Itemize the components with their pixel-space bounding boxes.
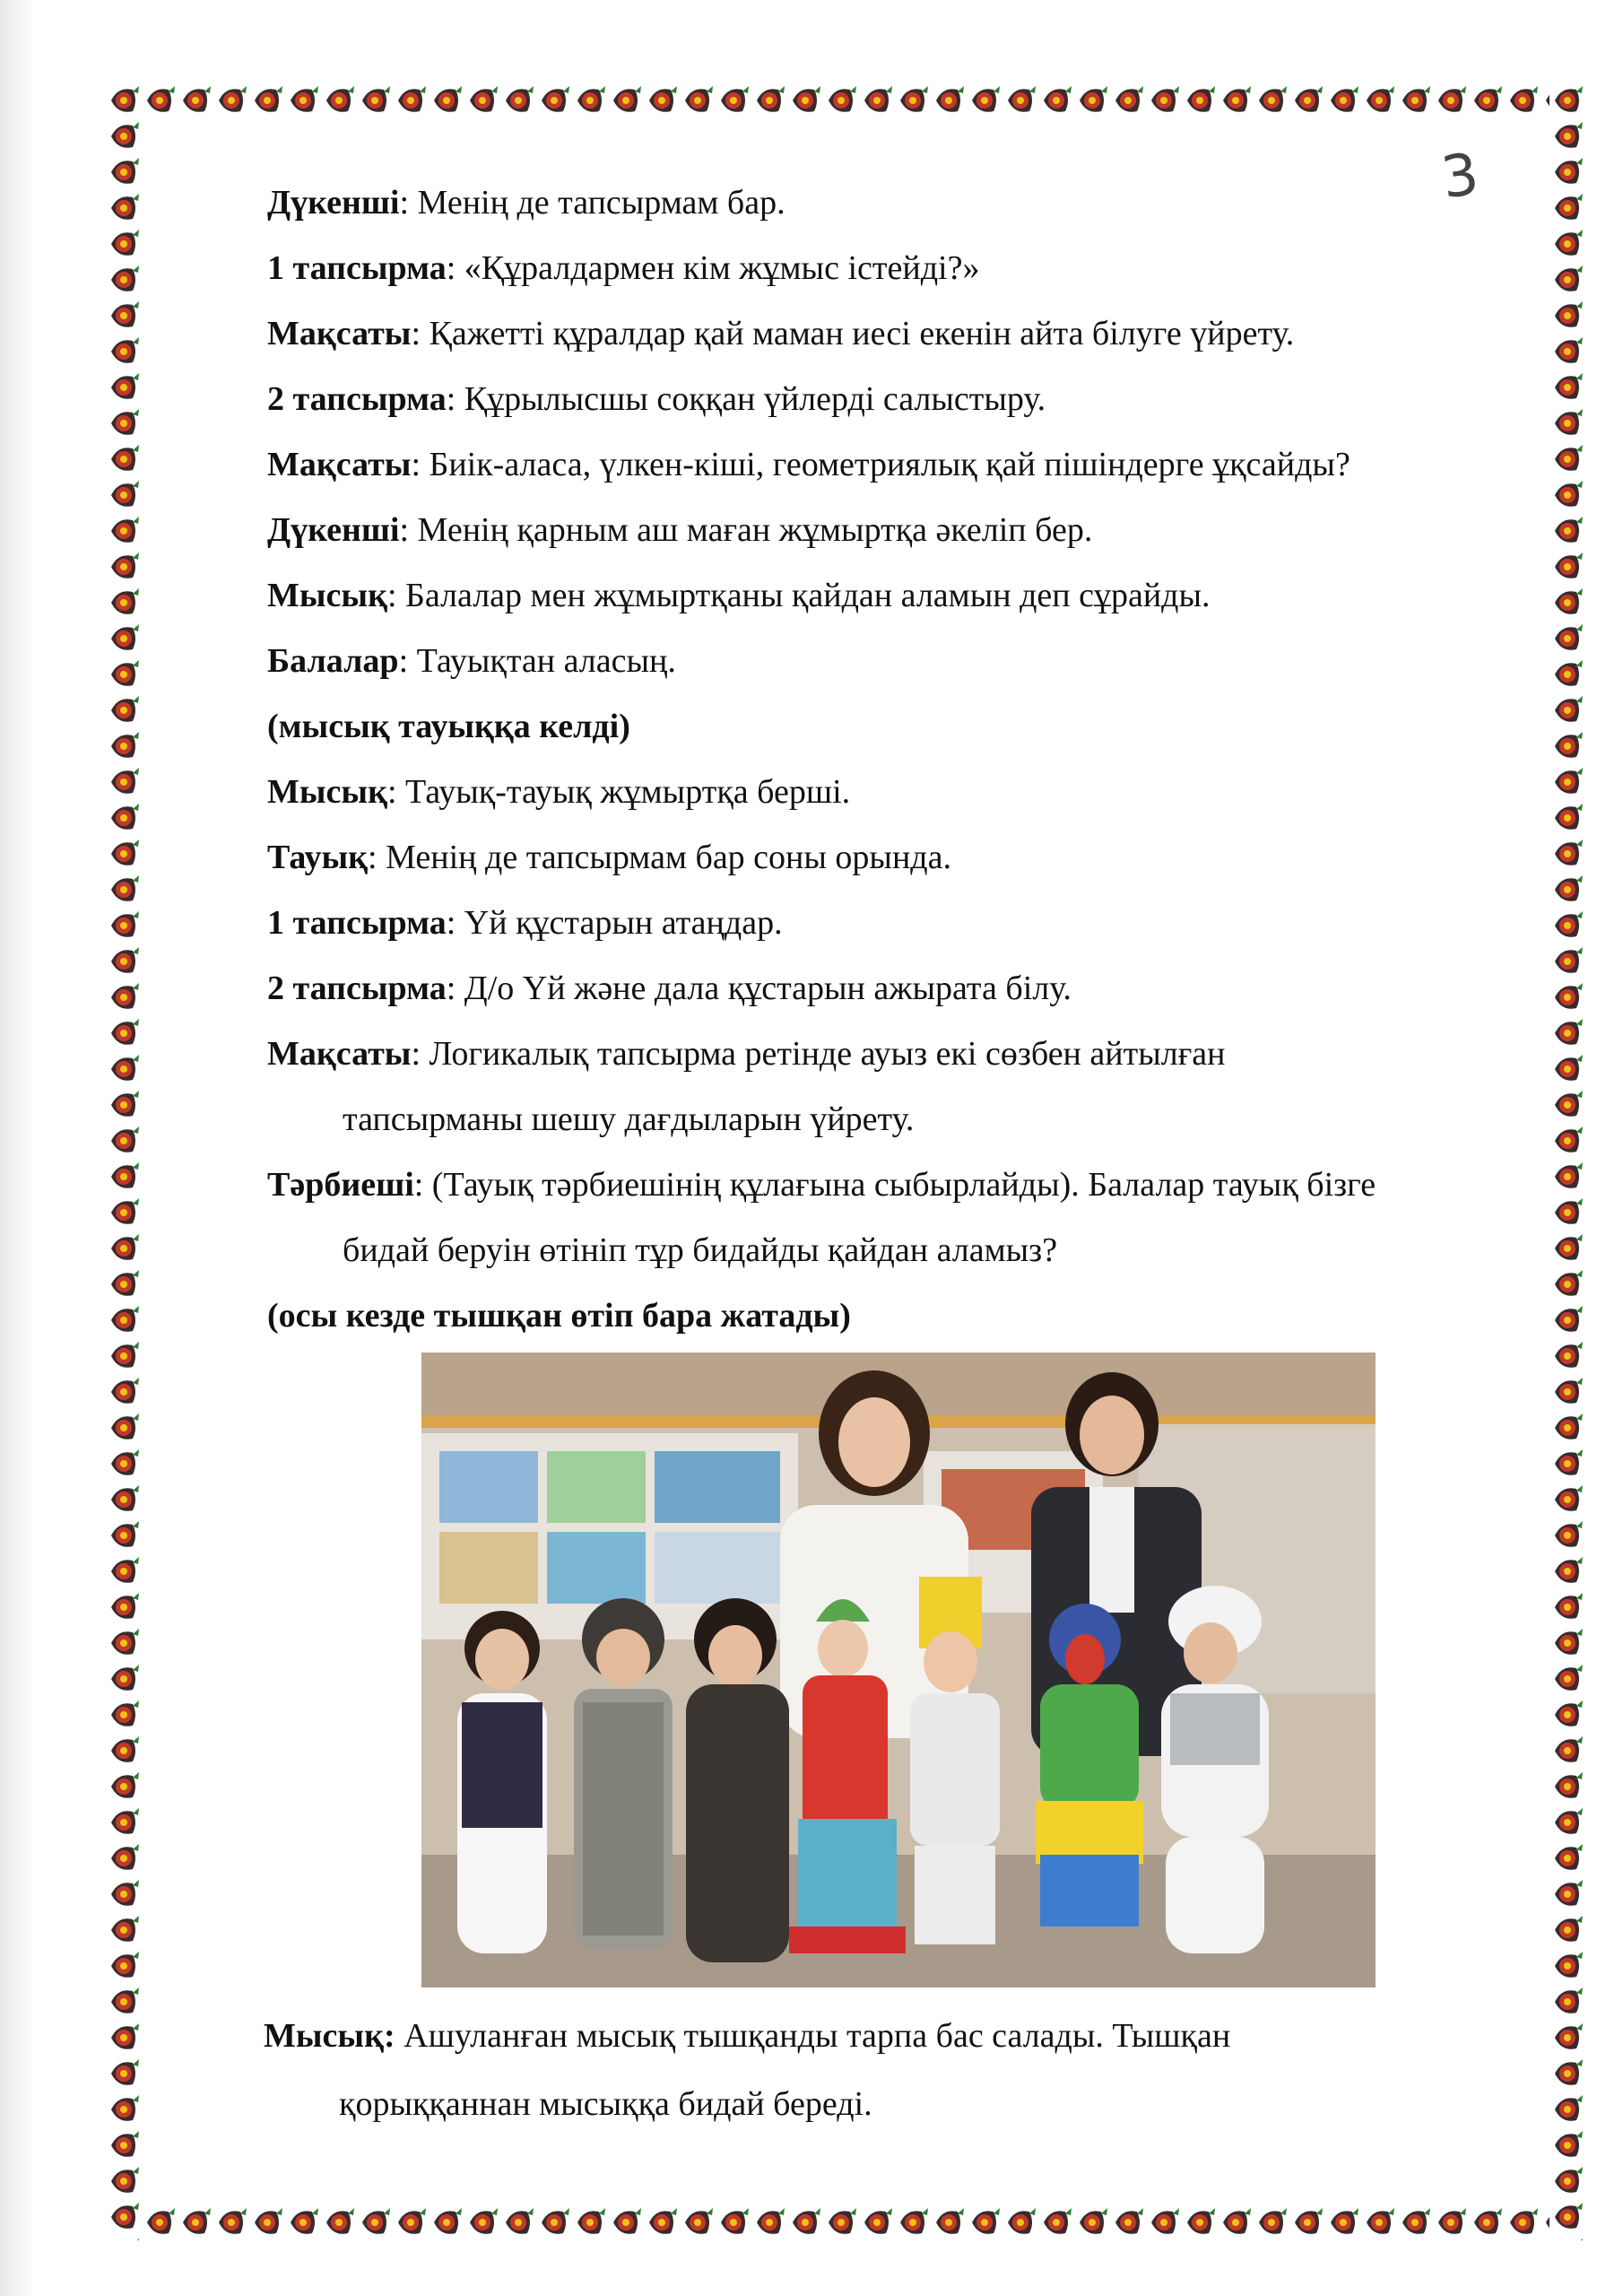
line-text: : Тауық-тауық жұмыртқа берші. [386,773,851,811]
dialogue-line [267,236,1523,301]
line-text: : Үй құстарын атаңдар. [446,904,783,942]
stage-direction-text: (мысық тауыққа келді) [267,708,630,745]
dialogue-line [264,2002,1519,2070]
dialogue-line [267,367,1523,432]
line-text: : Д/о Үй және дала құстарын ажырата білу. [446,970,1072,1007]
speaker-label: Мысық: [264,2017,395,2055]
line-text: : Балалар мен жұмыртқаны қайдан аламын деп сұрайды. [386,577,1211,614]
speaker-label: Дүкенші [267,184,400,222]
line-text: : Менің де тапсырмам бар соны орында. [368,839,951,876]
dialogue-continuation: тапсырманы шешу дағдыларын үйрету. [343,1100,915,1138]
dialogue-line [267,629,1523,694]
group-photo [421,1352,1376,1987]
line-text: : Тауықтан аласың. [398,642,676,680]
dialogue-continuation: қорыққаннан мысыққа бидай береді. [339,2085,872,2123]
line-text: : Қажетті құралдар қай маман иесі екенін айта білуге үйрету. [411,315,1295,352]
stage-direction [267,1283,1523,1349]
line-text: : (Тауық тәрбиешінің құлағына сыбырлайды). Балалар тауық бізге [413,1166,1376,1204]
speaker-label: 1 тапсырма [267,249,447,287]
page-number: 3 [1437,141,1483,213]
ornament-border-left [106,83,142,2240]
speaker-label: Мысық [267,577,387,614]
stage-direction-text: (осы кезде тышқан өтіп бара жатады) [267,1297,851,1335]
speaker-label: 2 тапсырма [267,380,447,418]
dialogue-line [267,563,1523,629]
line-text: : Биік-аласа, үлкен-кіші, геометриялық қай пішіндерге ұқсайды? [411,446,1350,483]
ornament-border-bottom [106,2205,1585,2240]
line-text: : Логикалық тапсырма ретінде ауыз екі сөзбен айтылған [411,1035,1226,1073]
dialogue-line [267,1152,1523,1218]
dialogue-line [267,760,1523,825]
ornament-border-top [106,83,1585,118]
speaker-label: Тәрбиеші [267,1166,414,1204]
speaker-label: Мақсаты [267,446,412,483]
ornament-border-right [1549,83,1585,2240]
speaker-label: Дүкенші [267,511,400,549]
dialogue-line [267,432,1523,498]
dialogue-line [267,301,1523,367]
dialogue-line [267,170,1523,236]
dialogue-line [267,498,1523,563]
dialogue-continuation: бидай беруін өтініп тұр бидайды қайдан аламыз? [343,1231,1058,1269]
line-text: : «Құралдармен кім жұмыс істейді?» [446,249,980,287]
line-text: : Құрылысшы соққан үйлерді салыстыру. [446,380,1046,418]
speaker-label: 1 тапсырма [267,904,447,942]
speaker-label: Мақсаты [267,1035,412,1073]
closing-text [264,2002,1519,2138]
speaker-label: 2 тапсырма [267,970,447,1007]
line-text: : Менің де тапсырмам бар. [399,184,785,222]
dialogue-line [267,1022,1523,1087]
speaker-label: Мысық [267,773,387,811]
line-text: Ашуланған мысық тышқанды тарпа бас салады. Тышқан [395,2017,1231,2055]
speaker-label: Тауық [267,839,369,876]
speaker-label: Мақсаты [267,315,412,352]
scan-shadow [0,0,36,2296]
line-text: : Менің қарным аш маған жұмыртқа әкеліп бер. [399,511,1093,549]
dialogue-line [267,891,1523,956]
dialogue-text [267,170,1523,1349]
dialogue-line [267,825,1523,891]
stage-direction [267,694,1523,760]
dialogue-line [267,956,1523,1022]
speaker-label: Балалар [267,642,399,680]
